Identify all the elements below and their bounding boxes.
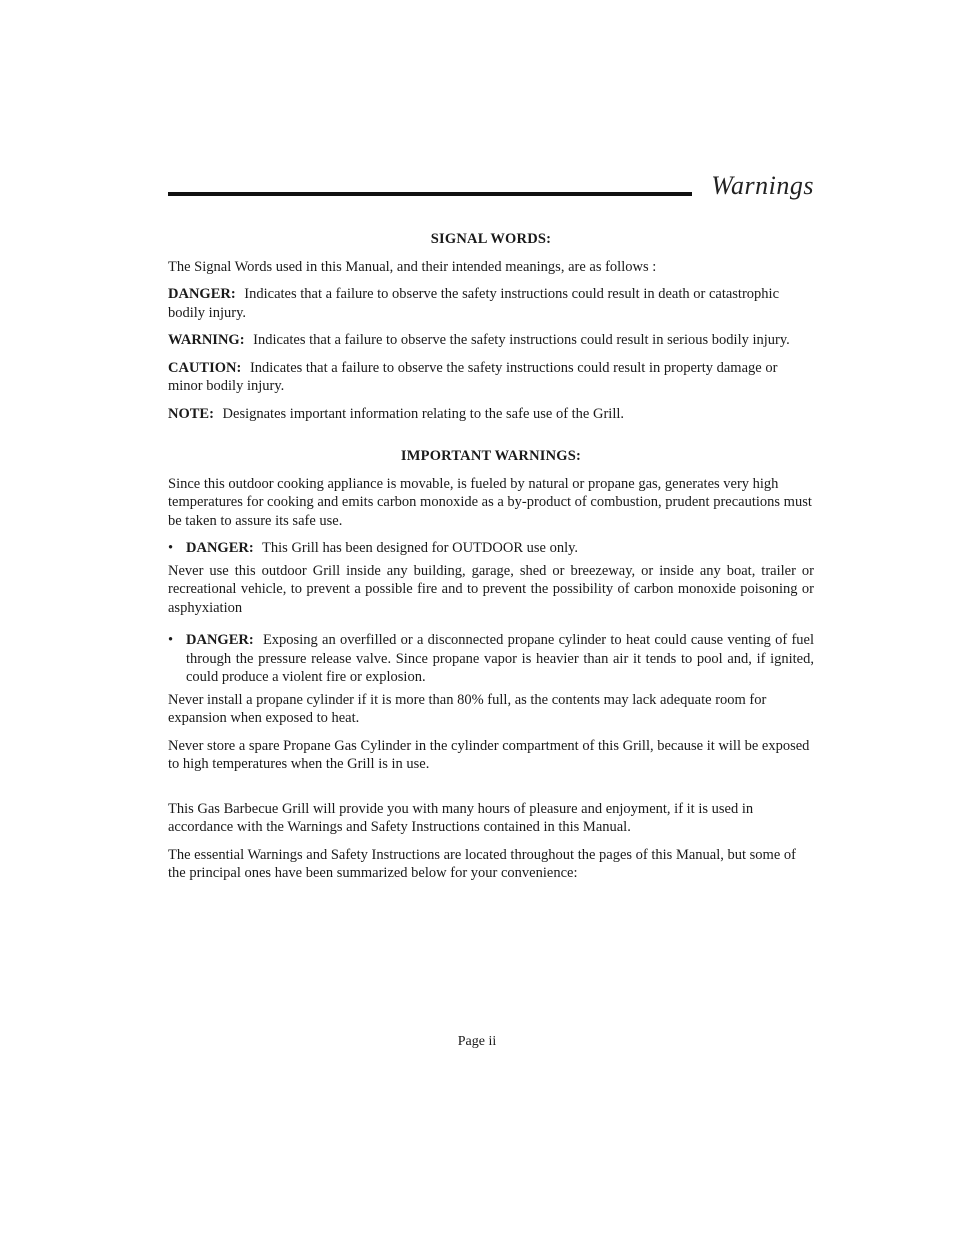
bullet-icon: • <box>168 632 174 648</box>
danger-label: DANGER: <box>186 632 254 648</box>
signal-word-label: NOTE: <box>168 405 214 422</box>
signal-word-label: WARNING: <box>168 332 245 348</box>
signal-word-label: CAUTION: <box>168 359 242 376</box>
signal-word-danger <box>168 285 814 322</box>
danger-bullet-outdoor <box>168 539 814 558</box>
cylinder-fill-paragraph: Never install a propane cylinder if it is more than 80% full, as the contents may lack adequate room for expansion when exposed to heat. <box>168 691 767 726</box>
signal-word-text: Indicates that a failure to observe the safety instructions could result in property damage or minor bodily injury. <box>168 359 778 394</box>
page-title: Warnings <box>711 171 814 200</box>
important-warnings-heading: IMPORTANT WARNINGS: <box>400 448 582 464</box>
outdoor-use-paragraph: Never use this outdoor Grill inside any building, garage, shed or breezeway, or inside any boat, trailer or recreational vehicle, to prevent a possible fire and to prevent the possibility of carbon monoxide poisoning or asphyxiation <box>168 562 814 616</box>
document-body <box>168 230 814 892</box>
danger-text: Exposing an overfilled or a disconnected propane cylinder to heat could cause venting of fuel through the pressure release valve. Since propane vapor is heavier than air it tends to pool and, if ignited, could produce a violent fire or explosion. <box>186 632 815 685</box>
signal-word-text: Designates important information relating to the safe use of the Grill. <box>222 405 625 422</box>
signal-word-note <box>168 405 814 424</box>
bullet-icon: • <box>168 540 174 556</box>
signal-word-caution <box>168 359 814 396</box>
signal-word-label: DANGER: <box>168 286 236 302</box>
signal-word-text: Indicates that a failure to observe the safety instructions could result in death or catastrophic bodily injury. <box>168 286 780 321</box>
danger-bullet-propane <box>168 631 814 687</box>
signal-word-warning <box>168 331 814 350</box>
danger-label: DANGER: <box>186 540 254 556</box>
signal-words-heading: SIGNAL WORDS: <box>430 231 552 247</box>
closing-paragraph-1: This Gas Barbecue Grill will provide you with many hours of pleasure and enjoyment, if it is used in accordance with the Warnings and Safety Instructions contained in this Manual. <box>168 800 754 835</box>
closing-paragraph-2: The essential Warnings and Safety Instructions are located throughout the pages of this Manual, but some of the principal ones have been summarized below for your convenience: <box>168 846 796 881</box>
spare-cylinder-paragraph: Never store a spare Propane Gas Cylinder in the cylinder compartment of this Grill, because it will be exposed to high temperatures when the Grill is in use. <box>168 737 810 772</box>
header-rule <box>168 192 692 196</box>
danger-text: This Grill has been designed for OUTDOOR use only. <box>262 540 579 556</box>
signal-word-text: Indicates that a failure to observe the safety instructions could result in serious bodily injury. <box>253 332 790 348</box>
page-header <box>168 170 814 202</box>
important-warnings-intro: Since this outdoor cooking appliance is movable, is fueled by natural or propane gas, generates very high temperatures for cooking and emits carbon monoxide as a by-product of combustion, prudent precautions must be taken to assure its safe use. <box>168 475 812 529</box>
signal-words-intro: The Signal Words used in this Manual, and their intended meanings, are as follows : <box>168 258 657 275</box>
page-number: Page ii <box>457 1034 497 1049</box>
